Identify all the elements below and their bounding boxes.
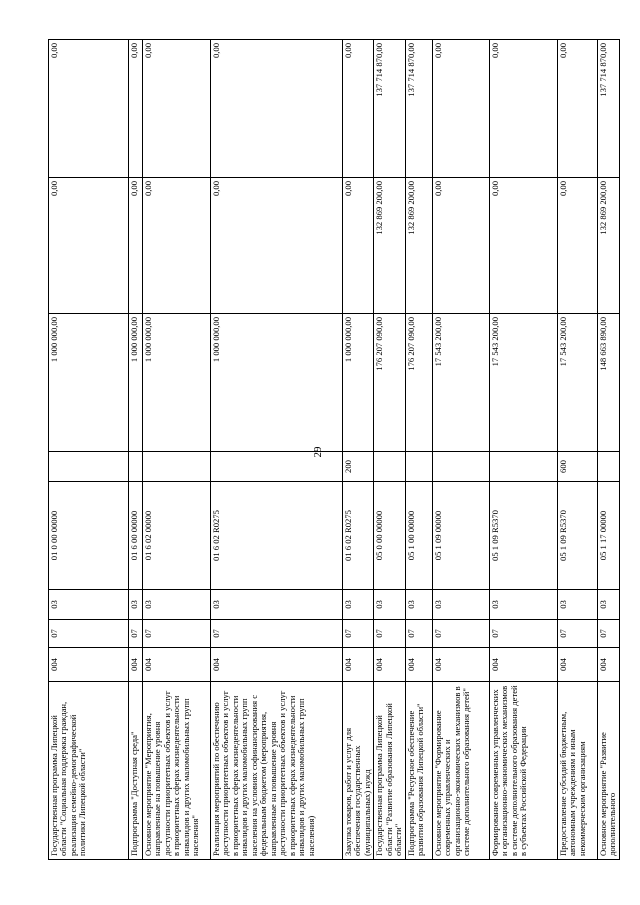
row-name-cell: Основное мероприятие "Мероприятия, направленные на повышение уровня доступности приоритетных объектов и услуг в приоритетных сферах жизнедеятельности инвалидов и других маломобильных групп населения" — [143, 682, 211, 860]
subsection-cell: 03 — [597, 590, 619, 620]
sum-year2-cell: 0,00 — [143, 178, 211, 314]
subsection-cell: 03 — [489, 590, 557, 620]
section-cell: 07 — [143, 620, 211, 648]
subsection-cell: 03 — [129, 590, 143, 620]
subsection-cell: 03 — [343, 590, 374, 620]
sum-year3-cell: 0,00 — [343, 40, 374, 178]
target-article-cell: 05 1 09 R5370 — [489, 482, 557, 590]
admin-code-cell: 004 — [129, 648, 143, 682]
row-name-cell: Основное мероприятие "Развитие дополнительного — [597, 682, 619, 860]
subsection-cell: 03 — [49, 590, 129, 620]
table-row — [343, 40, 374, 860]
section-cell: 07 — [211, 620, 343, 648]
sum-year1-cell: 1 000 000,00 — [49, 314, 129, 452]
rotated-table-wrapper — [48, 40, 618, 860]
expense-type-cell — [143, 452, 211, 482]
sum-year2-cell: 0,00 — [557, 178, 597, 314]
sum-year1-cell: 1 000 000,00 — [129, 314, 143, 452]
table-row — [211, 40, 343, 860]
expense-type-cell — [597, 452, 619, 482]
expense-type-cell — [432, 452, 489, 482]
section-cell: 07 — [432, 620, 489, 648]
sum-year2-cell: 0,00 — [211, 178, 343, 314]
table-row — [49, 40, 129, 860]
table-body — [49, 40, 620, 860]
section-cell: 07 — [129, 620, 143, 648]
expense-type-cell — [405, 452, 432, 482]
budget-table — [48, 39, 620, 860]
target-article-cell: 01 0 00 00000 — [49, 482, 129, 590]
expense-type-cell — [374, 452, 405, 482]
sum-year1-cell: 17 543 200,00 — [557, 314, 597, 452]
target-article-cell: 05 1 09 00000 — [432, 482, 489, 590]
row-name-cell: Государственная программа Липецкой области "Развитие образования Липецкой области" — [374, 682, 405, 860]
sum-year1-cell: 1 000 000,00 — [211, 314, 343, 452]
subsection-cell: 03 — [557, 590, 597, 620]
table-row — [143, 40, 211, 860]
sum-year1-cell: 1 000 000,00 — [343, 314, 374, 452]
subsection-cell: 03 — [211, 590, 343, 620]
row-name-cell: Подпрограмма "Ресурсное обеспечение развития образования Липецкой области" — [405, 682, 432, 860]
sum-year3-cell: 137 714 870,00 — [405, 40, 432, 178]
sum-year3-cell: 0,00 — [489, 40, 557, 178]
expense-type-cell — [211, 452, 343, 482]
subsection-cell: 03 — [143, 590, 211, 620]
target-article-cell: 05 0 00 00000 — [374, 482, 405, 590]
sum-year1-cell: 17 543 200,00 — [489, 314, 557, 452]
page-number: 29 — [312, 446, 324, 458]
sum-year1-cell: 1 000 000,00 — [143, 314, 211, 452]
row-name-cell: Закупка товаров, работ и услуг для обеспечения государственных (муниципальных) нужд — [343, 682, 374, 860]
subsection-cell: 03 — [405, 590, 432, 620]
section-cell: 07 — [49, 620, 129, 648]
expense-type-cell — [129, 452, 143, 482]
admin-code-cell: 004 — [597, 648, 619, 682]
table-row — [405, 40, 432, 860]
sum-year2-cell: 132 869 200,00 — [405, 178, 432, 314]
section-cell: 07 — [343, 620, 374, 648]
admin-code-cell: 004 — [489, 648, 557, 682]
section-cell: 07 — [374, 620, 405, 648]
subsection-cell: 03 — [374, 590, 405, 620]
table-row — [557, 40, 597, 860]
sum-year2-cell: 0,00 — [489, 178, 557, 314]
row-name-cell: Подпрограмма "Доступная среда" — [129, 682, 143, 860]
target-article-cell: 01 6 02 R0275 — [211, 482, 343, 590]
admin-code-cell: 004 — [343, 648, 374, 682]
rotated-page-content — [48, 40, 618, 860]
sum-year1-cell: 17 543 200,00 — [432, 314, 489, 452]
section-cell: 07 — [489, 620, 557, 648]
table-row — [129, 40, 143, 860]
sum-year2-cell: 0,00 — [432, 178, 489, 314]
sum-year3-cell: 0,00 — [129, 40, 143, 178]
row-name-cell: Реализация мероприятий по обеспечению доступности приоритетных объектов и услуг в приоритетных сферах жизнедеятельности инвалидов и других маломобильных групп населения на условиях софинансирования с федеральным бюджетом (мероприятия, направленные на повышение уровня доступности приоритетных объектов и услуг в приоритетных сферах жизнедеятельности инвалидов и других маломобильных групп населения) — [211, 682, 343, 860]
subsection-cell: 03 — [432, 590, 489, 620]
sum-year2-cell: 0,00 — [343, 178, 374, 314]
sum-year3-cell: 137 714 870,00 — [597, 40, 619, 178]
sum-year2-cell: 0,00 — [129, 178, 143, 314]
admin-code-cell: 004 — [432, 648, 489, 682]
admin-code-cell: 004 — [374, 648, 405, 682]
table-row — [374, 40, 405, 860]
row-name-cell: Основное мероприятие "Формирование современных управленческих и организационно-экономических механизмов в системе дополнительного образования детей" — [432, 682, 489, 860]
sum-year2-cell: 0,00 — [49, 178, 129, 314]
admin-code-cell: 004 — [49, 648, 129, 682]
sum-year3-cell: 0,00 — [143, 40, 211, 178]
section-cell: 07 — [557, 620, 597, 648]
target-article-cell: 01 6 02 00000 — [143, 482, 211, 590]
admin-code-cell: 004 — [405, 648, 432, 682]
sum-year3-cell: 137 714 870,00 — [374, 40, 405, 178]
sum-year1-cell: 148 663 890,00 — [597, 314, 619, 452]
row-name-cell: Предоставление субсидий бюджетным, автономным учреждениям и иным некоммерческим организациям — [557, 682, 597, 860]
sum-year2-cell: 132 869 200,00 — [374, 178, 405, 314]
expense-type-cell: 200 — [343, 452, 374, 482]
row-name-cell: Государственная программа Липецкой области "Социальная поддержка граждан, реализация семейно-демографической политики Липецкой области" — [49, 682, 129, 860]
section-cell: 07 — [405, 620, 432, 648]
sum-year3-cell: 0,00 — [432, 40, 489, 178]
table-row — [489, 40, 557, 860]
expense-type-cell — [489, 452, 557, 482]
sum-year2-cell: 132 869 200,00 — [597, 178, 619, 314]
section-cell: 07 — [597, 620, 619, 648]
admin-code-cell: 004 — [211, 648, 343, 682]
admin-code-cell: 004 — [557, 648, 597, 682]
target-article-cell: 05 1 00 00000 — [405, 482, 432, 590]
admin-code-cell: 004 — [143, 648, 211, 682]
sum-year3-cell: 0,00 — [49, 40, 129, 178]
table-row — [432, 40, 489, 860]
target-article-cell: 01 6 02 R0275 — [343, 482, 374, 590]
sum-year1-cell: 176 207 090,00 — [374, 314, 405, 452]
row-name-cell: Формирование современных управленческих и организационно-экономических механизмов в системе дополнительного образования детей в субъектах Российской Федерации — [489, 682, 557, 860]
sum-year3-cell: 0,00 — [557, 40, 597, 178]
target-article-cell: 05 1 17 00000 — [597, 482, 619, 590]
table-row — [597, 40, 619, 860]
expense-type-cell — [49, 452, 129, 482]
sum-year1-cell: 176 207 090,00 — [405, 314, 432, 452]
target-article-cell: 05 1 09 R5370 — [557, 482, 597, 590]
expense-type-cell: 600 — [557, 452, 597, 482]
sum-year3-cell: 0,00 — [211, 40, 343, 178]
target-article-cell: 01 6 00 00000 — [129, 482, 143, 590]
